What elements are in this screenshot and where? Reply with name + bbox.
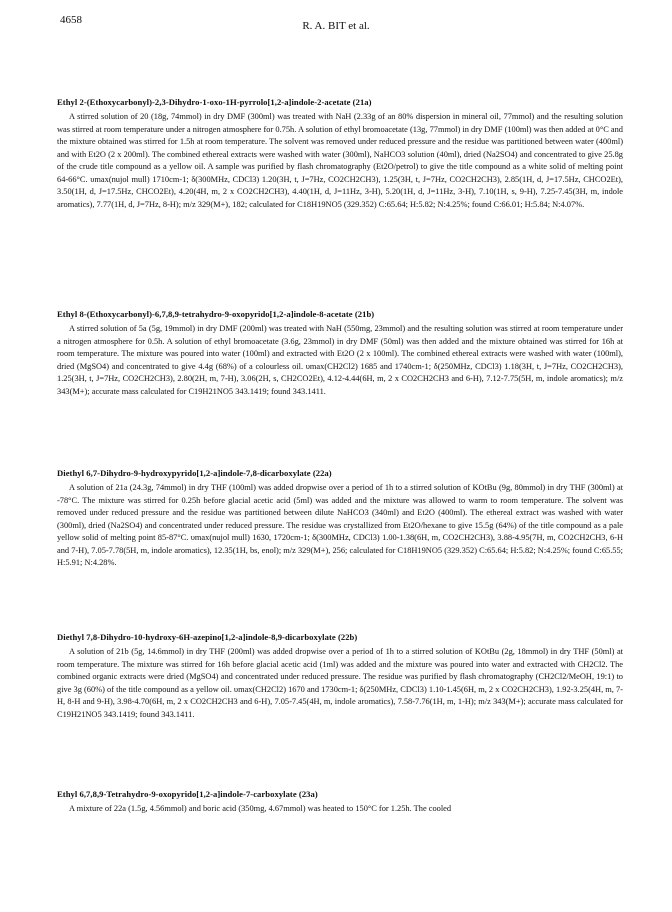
- section-body: A mixture of 22a (1.5g, 4.56mmol) and boric acid (350mg, 4.67mmol) was heated to 150°C for 1.25h. The cooled: [69, 804, 452, 813]
- section-body: A solution of 21b (5g, 14.6mmol) in dry THF (200ml) was added dropwise over a period of 1h to a stirred solution of KOtBu (2g, 18mmol) in dry THF (50ml) at room temperature. The mixture was stirred for 16h before glacial acetic acid (1ml) was added and the mixture was poured into water and extracted with CH2Cl2. The combined organic extracts were dried (MgSO4) and concentrated under reduced pressure. The residue was purified by flash chromatography (CH2Cl2/MeOH, 19:1) to give 3g (60%) of the title compound as a yellow oil. υmax(CH2Cl2) 1670 and 1730cm-1; δ(250MHz, CDCl3) 1.10-1.45(6H, m, 2 x CO2CH2CH3), 1.92-3.25(4H, m, 7-H, 8-H and 9-H), 3.98-4.70(6H, m, 2 x CO2CH2CH3 and 6-H), 7.05-7.45(4H, m, indole aromatics), 7.58-7.76(1H, m, 1-H); m/z 343(M+); accurate mass calculated for C19H21NO5 343.1419; found 343.1411.: [57, 647, 623, 719]
- section-22a: [57, 468, 623, 570]
- section-22b: [57, 632, 623, 721]
- section-body: A solution of 21a (24.3g, 74mmol) in dry THF (100ml) was added dropwise over a period of 1h to a stirred solution of KOtBu (9g, 80mmol) in dry THF (300ml) at -78°C. The mixture was stirred for 0.25h before glacial acetic acid (5ml) was added and the mixture was allowed to warm to room temperature. The solvent was removed under reduced pressure and the residue was partitioned between dilute NaHCO3 (340ml) and Et2O (400ml). The ethereal extract was washed with water (300ml), dried (Na2SO4) and concentrated under reduced pressure. The residue was crystallized from Et2O/hexane to give 15.5g (64%) of the title compound as a pale yellow solid of melting point 85-87°C. υmax(nujol mull) 1630, 1720cm-1; δ(300MHz, CDCl3) 1.00-1.38(6H, m, CO2CH2CH3), 3.88-4.95(7H, m, CO2CH2CH3, 6-H and 7-H), 7.05-7.78(5H, m, indole aromatics), 12.35(1H, bs, enol); m/z 329(M+), 256; calculated for C18H19NO5 (329.352) C:65.64; H:5.82; N:4.25%; found C:65.55; H:5.91; N:4.28%.: [57, 483, 623, 568]
- page-number: 4658: [60, 14, 82, 26]
- section-title: Diethyl 7,8-Dihydro-10-hydroxy-6H-azepino[1,2-a]indole-8,9-dicarboxylate (22b): [57, 632, 358, 642]
- running-head: R. A. BIT et al.: [302, 20, 370, 32]
- section-body: A stirred solution of 5a (5g, 19mmol) in dry DMF (200ml) was treated with NaH (550mg, 23mmol) and the resulting solution was stirred at room temperature under a nitrogen atmosphere for 0.5h. A solution of ethyl bromoacetate (3.6g, 23mmol) in dry DMF (50ml) was then added and the mixture obtained was stirred for 16h at room temperature. The mixture was poured into water (100ml) and extracted with Et2O (2 x 100ml). The combined ethereal extracts were washed with water (100ml), dried (MgSO4) and concentrated to give 4.4g (68%) of a colourless oil. υmax(CH2Cl2) 1685 and 1740cm-1; δ(250MHz, CDCl3) 1.18(3H, t, J=7Hz, CO2CH2CH3), 1.25(3H, t, J=7Hz, CO2CH2CH3), 2.80(2H, m, 7-H), 3.06(2H, s, CH2CO2Et), 4.12-4.44(6H, m, 2 x CO2CH2CH3 and 6-H), 7.12-7.75(5H, m, indole aromatics); m/z 343(M+); accurate mass calculated for C19H21NO5 343.1419; found 343.1411.: [57, 324, 623, 396]
- section-title: Ethyl 8-(Ethoxycarbonyl)-6,7,8,9-tetrahydro-9-oxopyrido[1,2-a]indole-8-acetate (21b): [57, 309, 375, 319]
- section-title: Diethyl 6,7-Dihydro-9-hydroxypyrido[1,2-a]indole-7,8-dicarboxylate (22a): [57, 468, 332, 478]
- section-title: Ethyl 2-(Ethoxycarbonyl)-2,3-Dihydro-1-oxo-1H-pyrrolo[1,2-a]indole-2-acetate (21a): [57, 97, 372, 107]
- section-21a: [57, 97, 623, 211]
- section-title: Ethyl 6,7,8,9-Tetrahydro-9-oxopyrido[1,2-a]indole-7-carboxylate (23a): [57, 789, 318, 799]
- section-21b: [57, 309, 623, 398]
- section-23a: [57, 789, 623, 816]
- section-body: A stirred solution of 20 (18g, 74mmol) in dry DMF (300ml) was treated with NaH (2.33g of an 80% dispersion in mineral oil, 77mmol) and the resulting solution was stirred at room temperature under a nitrogen atmosphere for 0.75h. A solution of ethyl bromoacetate (13g, 77mmol) in dry DMF (100ml) was then added at 0°C and the mixture obtained was stirred for 1.5h at room temperature. The solvent was removed under reduced pressure and the residue was partitioned between water (400ml) and with Et2O (2 x 200ml). The combined ethereal extracts were washed with water (300ml), NaHCO3 solution (40ml), dried (Na2SO4) and concentrated to give 25.8g of the crude title compound as a yellow oil. A sample was purified by flash chromatography (Et2O/petrol) to give the title compound as a white solid of melting point 64-66°C. υmax(nujol mull) 1710cm-1; δ(300MHz, CDCl3) 1.20(3H, t, J=7Hz, CO2CH2CH3), 1.25(3H, t, J=7Hz, CO2CH2CH3), 2.85(1H, d, J=17.5Hz, CHCO2Et), 3.50(1H, d, J=17.5Hz, CHCO2Et), 4.20(4H, m, 2 x CO2CH2CH3), 4.40(1H, d, J=11Hz, 3-H), 5.20(1H, d, J=11Hz, 3-H), 7.10(1H, s, 9-H), 7.25-7.45(3H, m, indole aromatics), 7.77(1H, d, J=7Hz, 8-H); m/z 329(M+), 182; calculated for C18H19NO5 (329.352) C:65.64; H:5.82; N:4.25%; found C:66.01; H:5.84; N:4.07%.: [57, 112, 623, 209]
